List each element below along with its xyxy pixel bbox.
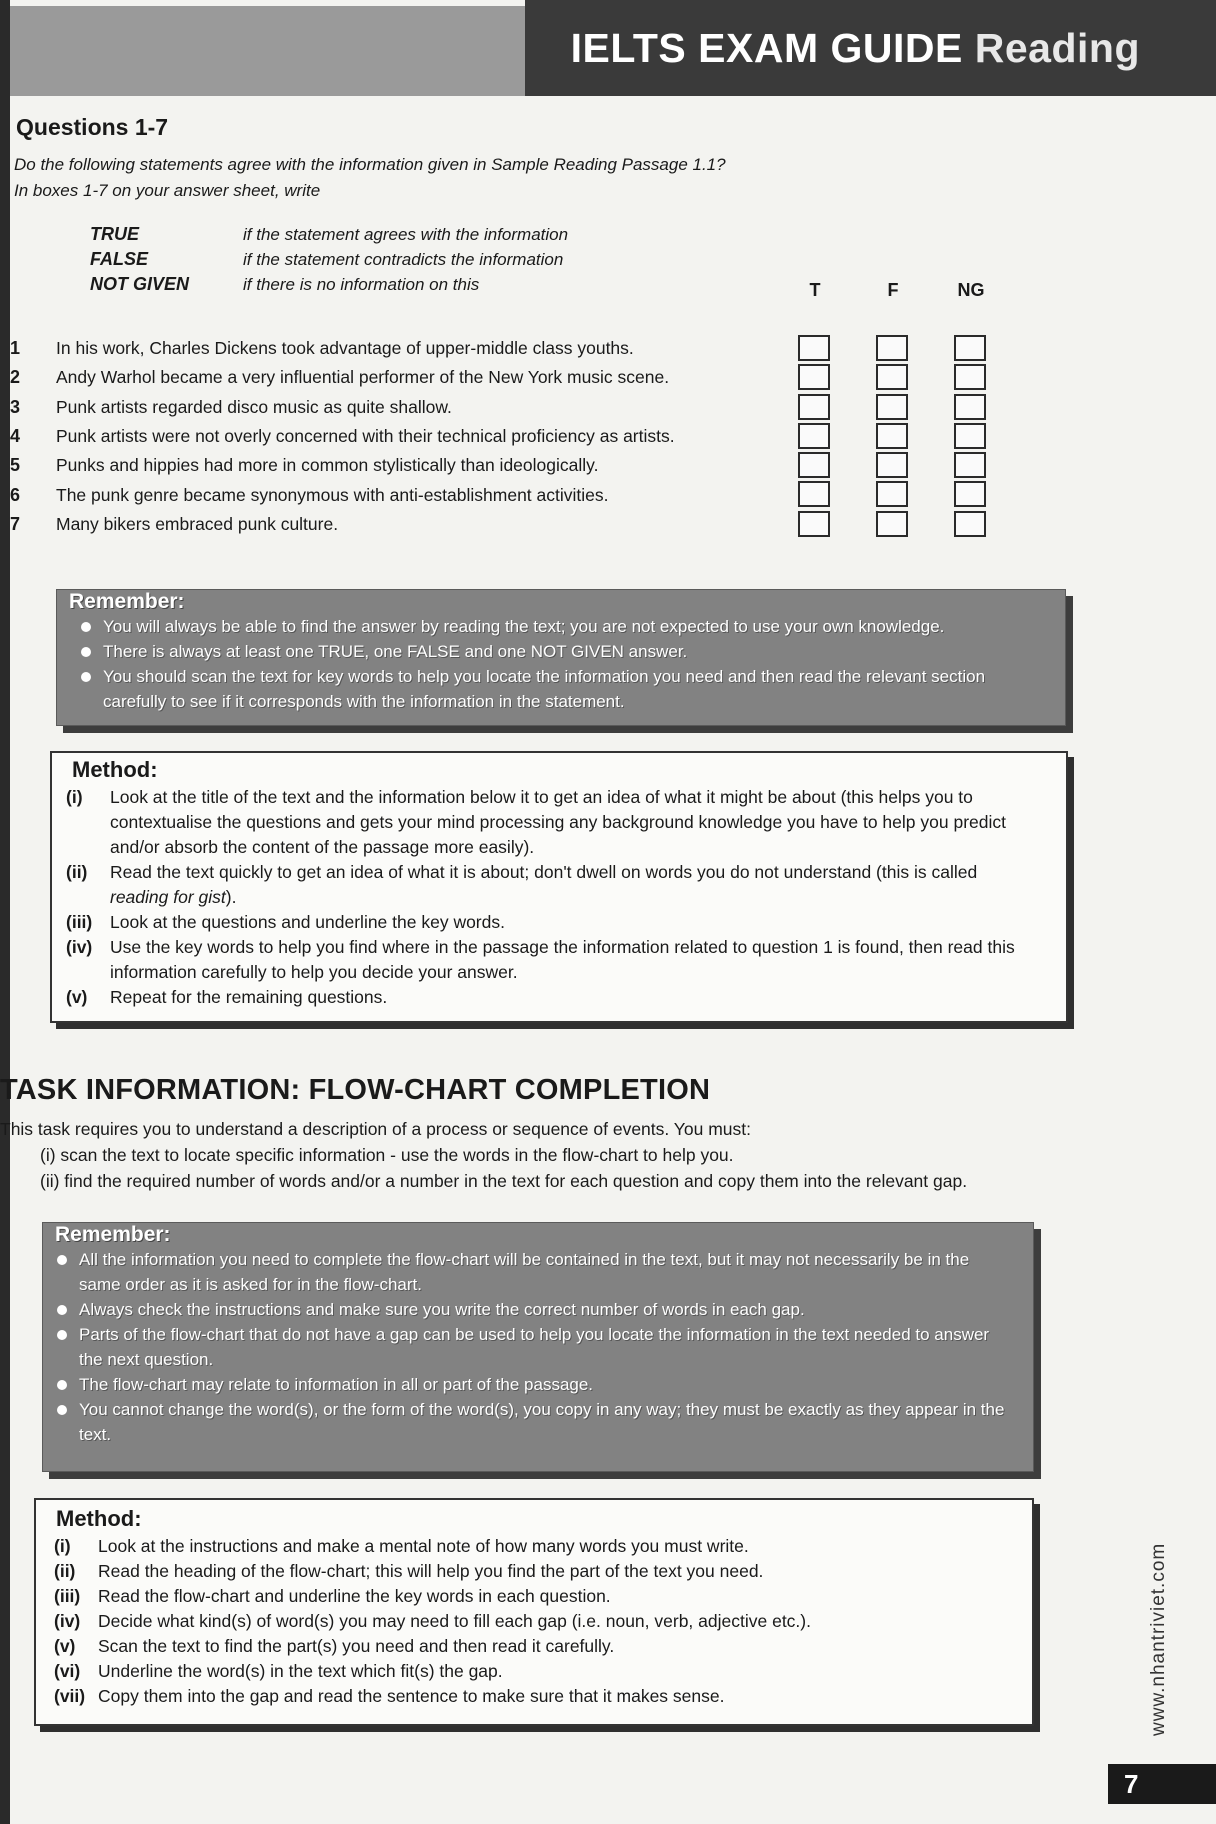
remember-item — [79, 1297, 1015, 1322]
legend-row — [90, 222, 568, 247]
method-step-number: (i) — [54, 1536, 71, 1556]
remember-item — [103, 639, 1047, 664]
method-step-number: (ii) — [54, 1561, 76, 1581]
bullet-icon — [57, 1330, 67, 1340]
answer-box-false[interactable] — [876, 335, 908, 361]
legend-row — [90, 272, 568, 297]
remember-item-text: There is always at least one TRUE, one FALSE and one NOT GIVEN answer. — [103, 642, 688, 661]
remember-title: Remember: — [55, 1223, 171, 1246]
answer-legend — [90, 222, 568, 297]
answer-box-false[interactable] — [876, 481, 908, 507]
legend-desc: if there is no information on this — [243, 274, 480, 294]
remember-item-text: You cannot change the word(s), or the form of the word(s), you copy in any way; they must be exactly as they appear in the text. — [79, 1400, 1005, 1444]
method-step-number: (v) — [66, 987, 88, 1007]
remember-box-1 — [56, 589, 1066, 726]
bullet-icon — [57, 1255, 67, 1265]
method-step — [66, 860, 1026, 910]
header-dark — [525, 0, 1216, 96]
remember-list — [79, 1247, 1015, 1447]
answer-box-false[interactable] — [876, 423, 908, 449]
question-row — [10, 334, 1010, 363]
answer-box-true[interactable] — [798, 423, 830, 449]
remember-item — [79, 1247, 1015, 1297]
answer-box-not-given[interactable] — [954, 481, 986, 507]
website-url: www.nhantriviet.com — [1148, 1542, 1169, 1736]
method-step-number: (iii) — [66, 912, 93, 932]
question-number: 1 — [10, 338, 21, 359]
remember-item-text: Parts of the flow-chart that do not have a gap can be used to help you locate the information in the text needed to answer the next question. — [79, 1325, 990, 1369]
method-step — [54, 1634, 992, 1659]
page-number: 7 — [1108, 1764, 1216, 1804]
method-step-text-before: Read the text quickly to get an idea of what it is about; don't dwell on words you do not understand (this is called — [110, 862, 978, 882]
legend-row — [90, 247, 568, 272]
remember-item — [103, 614, 1047, 639]
method-step — [66, 935, 1026, 985]
answer-box-false[interactable] — [876, 364, 908, 390]
legend-desc: if the statement contradicts the information — [243, 249, 564, 269]
legend-key: TRUE — [90, 224, 139, 244]
remember-item — [79, 1397, 1015, 1447]
remember-item — [79, 1372, 1015, 1397]
method-box-1 — [50, 751, 1068, 1023]
method-step-text: Read the flow-chart and underline the key words in each question. — [98, 1586, 611, 1606]
bullet-icon — [81, 672, 91, 682]
method-title: Method: — [72, 757, 158, 782]
remember-item-text: All the information you need to complete the flow-chart will be contained in the text, but it may not necessarily be in the same order as it is asked for in the flow-chart. — [79, 1250, 970, 1294]
answer-box-true[interactable] — [798, 335, 830, 361]
method-step — [54, 1609, 992, 1634]
method-step-number: (v) — [54, 1636, 76, 1656]
method-step-number: (iv) — [54, 1611, 81, 1631]
question-text: Andy Warhol became a very influential performer of the New York music scene. — [56, 367, 670, 388]
bullet-icon — [57, 1405, 67, 1415]
question-row — [10, 510, 1010, 539]
question-number: 5 — [10, 455, 21, 476]
question-text: Punk artists regarded disco music as quite shallow. — [56, 396, 452, 417]
remember-item-text: You should scan the text for key words to help you locate the information you need and then read the relevant section carefully to see if it corresponds with the information in the statement. — [103, 667, 986, 711]
answer-box-not-given[interactable] — [954, 335, 986, 361]
method-step-text-after: ). — [225, 887, 237, 907]
answer-box-false[interactable] — [876, 511, 908, 537]
method-box-2 — [34, 1498, 1034, 1726]
method-step-text: Look at the title of the text and the information below it to get an idea of what it might be about (this helps you to contextualise the questions and gets your mind processing any background knowledge you have to help you predict and/or absorb the content of the passage more easily). — [110, 787, 1006, 857]
questions-heading: Questions 1-7 — [16, 114, 169, 140]
bullet-icon — [57, 1305, 67, 1315]
question-list — [10, 334, 1010, 539]
question-number: 7 — [10, 513, 21, 534]
method-step-text: Repeat for the remaining questions. — [110, 987, 388, 1007]
method-step — [54, 1584, 992, 1609]
method-step — [66, 910, 1026, 935]
legend-key: NOT GIVEN — [90, 274, 190, 294]
remember-list — [93, 614, 1047, 714]
remember-item-text: You will always be able to find the answer by reading the text; you are not expected to use your own knowledge. — [103, 617, 945, 636]
answer-box-not-given[interactable] — [954, 423, 986, 449]
header-strip — [10, 6, 525, 96]
task-point: (ii) find the required number of words and/or a number in the text for each question and copy them into the relevant gap. — [40, 1171, 968, 1191]
question-number: 3 — [10, 396, 21, 417]
question-row — [10, 422, 1010, 451]
task-title: TASK INFORMATION: FLOW-CHART COMPLETION — [0, 1074, 711, 1106]
method-step — [54, 1659, 992, 1684]
answer-box-not-given[interactable] — [954, 511, 986, 537]
answer-box-true[interactable] — [798, 452, 830, 478]
column-header-t: T — [809, 280, 821, 300]
method-step-text: Read the heading of the flow-chart; this will help you find the part of the text you need. — [98, 1561, 764, 1581]
question-text: The punk genre became synonymous with anti-establishment activities. — [56, 484, 609, 505]
answer-box-false[interactable] — [876, 452, 908, 478]
questions-intro — [14, 152, 914, 204]
method-step-text: Decide what kind(s) of word(s) you may need to fill each gap (i.e. noun, verb, adjective etc.). — [98, 1611, 811, 1631]
header-title — [571, 25, 1140, 72]
method-step-number: (vii) — [54, 1686, 86, 1706]
answer-box-not-given[interactable] — [954, 452, 986, 478]
method-step-text: Scan the text to find the part(s) you need and then read it carefully. — [98, 1636, 615, 1656]
method-step-text: Underline the word(s) in the text which fit(s) the gap. — [98, 1661, 503, 1681]
question-text: Punks and hippies had more in common stylistically than ideologically. — [56, 455, 599, 476]
answer-box-not-given[interactable] — [954, 364, 986, 390]
remember-item-text: The flow-chart may relate to information in all or part of the passage. — [79, 1375, 594, 1394]
column-header-ng: NG — [957, 280, 985, 300]
answer-box-true[interactable] — [798, 364, 830, 390]
method-step-text: Use the key words to help you find where in the passage the information related to question 1 is found, then read this information carefully to help you decide your answer. — [110, 937, 1015, 982]
header-bar — [0, 0, 1216, 96]
method-step-number: (iii) — [54, 1586, 81, 1606]
method-step-text: Look at the questions and underline the key words. — [110, 912, 505, 932]
method-step — [54, 1534, 992, 1559]
method-step-number: (iv) — [66, 937, 93, 957]
questions-intro-line2: In boxes 1-7 on your answer sheet, write — [14, 181, 321, 200]
remember-box-2 — [42, 1222, 1034, 1472]
method-step-number: (ii) — [66, 862, 88, 882]
answer-box-true[interactable] — [798, 481, 830, 507]
header-title-sub: Reading — [974, 24, 1140, 71]
task-body — [0, 1116, 1100, 1194]
method-step-text-italic: reading for gist — [110, 887, 226, 907]
bullet-icon — [57, 1380, 67, 1390]
answer-box-true[interactable] — [798, 511, 830, 537]
method-title: Method: — [56, 1506, 142, 1531]
task-intro: This task requires you to understand a description of a process or sequence of events. You must: — [0, 1119, 751, 1139]
method-step-number: (vi) — [54, 1661, 81, 1681]
header-title-main: IELTS EXAM GUIDE — [570, 24, 963, 71]
answer-box-false[interactable] — [876, 394, 908, 420]
remember-item-text: Always check the instructions and make sure you write the correct number of words in each gap. — [79, 1300, 805, 1319]
column-header-f: F — [887, 280, 899, 300]
legend-key: FALSE — [90, 249, 149, 269]
question-text: Punk artists were not overly concerned with their technical proficiency as artists. — [56, 426, 675, 447]
method-step — [54, 1684, 992, 1709]
legend-desc: if the statement agrees with the information — [243, 224, 569, 244]
question-number: 4 — [10, 426, 21, 447]
method-step-number: (i) — [66, 787, 83, 807]
method-step-text: Copy them into the gap and read the sentence to make sure that it makes sense. — [98, 1686, 725, 1706]
page-edge — [0, 0, 10, 1824]
question-text: Many bikers embraced punk culture. — [56, 513, 339, 534]
question-row — [10, 480, 1010, 509]
method-step-text: Look at the instructions and make a mental note of how many words you must write. — [98, 1536, 749, 1556]
question-number: 6 — [10, 484, 21, 505]
question-row — [10, 363, 1010, 392]
bullet-icon — [81, 622, 91, 632]
task-point: (i) scan the text to locate specific information - use the words in the flow-chart to help you. — [40, 1145, 734, 1165]
question-row — [10, 393, 1010, 422]
method-step — [66, 985, 1026, 1010]
questions-intro-line1: Do the following statements agree with the information given in Sample Reading Passage 1.1? — [14, 155, 726, 174]
method-step — [54, 1559, 992, 1584]
answer-box-true[interactable] — [798, 394, 830, 420]
bullet-icon — [81, 647, 91, 657]
remember-item — [103, 664, 1047, 714]
question-text: In his work, Charles Dickens took advantage of upper-middle class youths. — [56, 338, 634, 359]
method-step — [66, 785, 1026, 860]
question-row — [10, 451, 1010, 480]
remember-title: Remember: — [69, 590, 185, 613]
remember-item — [79, 1322, 1015, 1372]
answer-box-not-given[interactable] — [954, 394, 986, 420]
method-step-text — [110, 860, 1026, 910]
question-number: 2 — [10, 367, 21, 388]
